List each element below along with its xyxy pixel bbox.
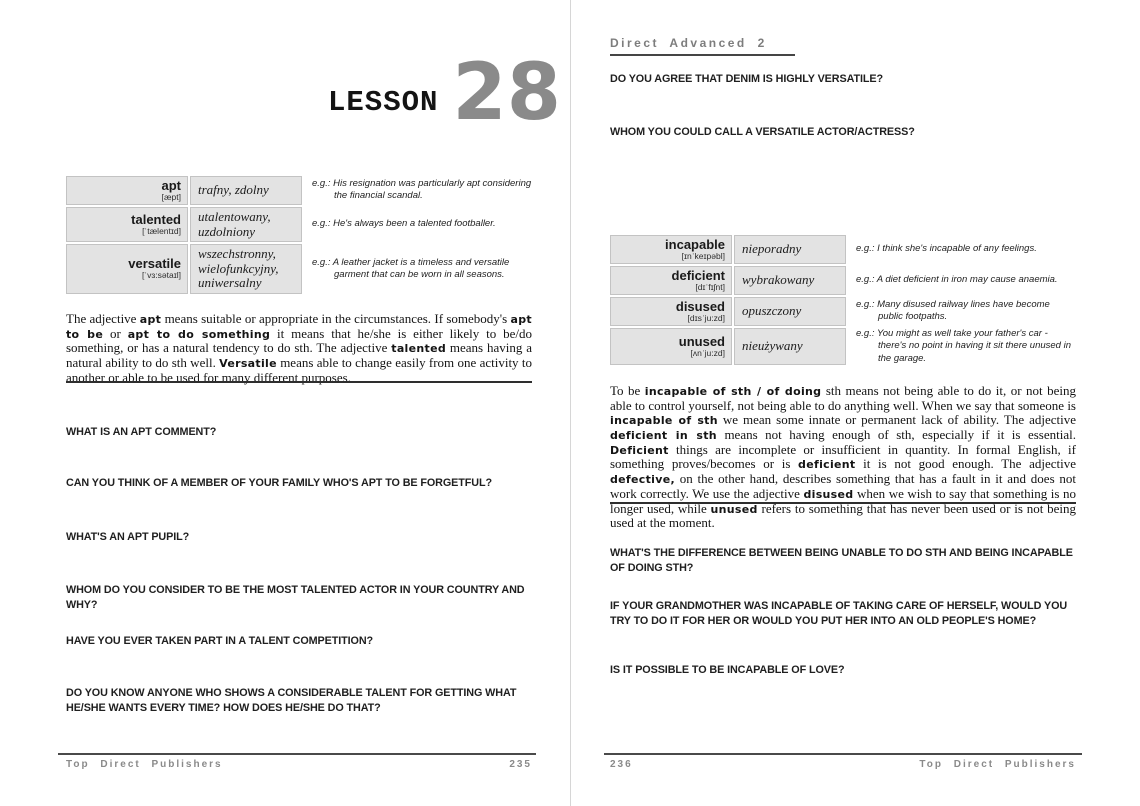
- vocab-word-cell: [610, 328, 732, 365]
- vocab-translation: opuszczony: [734, 297, 846, 326]
- question-item: DO YOU KNOW ANYONE WHO SHOWS A CONSIDERABLE TALENT FOR GETTING WHAT HE/SHE WANTS EVERY TIME? HOW DOES HE/SHE DO THAT?: [66, 687, 517, 714]
- page-number: 236: [610, 759, 633, 770]
- question-item: DO YOU AGREE THAT DENIM IS HIGHLY VERSATILE?: [610, 73, 883, 85]
- vocab-word: talented: [131, 212, 181, 228]
- vocab-row: [610, 266, 1076, 295]
- vocab-word-cell: [610, 266, 732, 295]
- question-item: HAVE YOU EVER TAKEN PART IN A TALENT COMPETITION?: [66, 635, 374, 647]
- question-item: IS IT POSSIBLE TO BE INCAPABLE OF LOVE?: [610, 664, 845, 676]
- lesson-number: 28: [452, 48, 561, 138]
- question-item: WHAT'S AN APT PUPIL?: [66, 531, 190, 543]
- publisher-name: Top Direct Publishers: [919, 759, 1076, 770]
- vocab-translation: wszechstronny, wielofunkcyjny, uniwersalny: [190, 244, 302, 294]
- vocab-example: e.g.: I think she's incapable of any feelings.: [846, 235, 1076, 264]
- vocab-word: disused: [675, 298, 725, 314]
- vocab-word: apt: [161, 178, 181, 193]
- vocab-ipa: [dɪsˈju:zd]: [687, 312, 725, 323]
- vocab-ipa: [ɪnˈkeɪpəbl]: [681, 250, 725, 261]
- lesson-label: LESSON: [328, 85, 439, 119]
- vocab-ipa: [ˈtælentɪd]: [142, 225, 181, 236]
- question-item: CAN YOU THINK OF A MEMBER OF YOUR FAMILY WHO'S APT TO BE FORGETFUL?: [66, 477, 492, 489]
- vocab-translation: trafny, zdolny: [190, 176, 302, 205]
- vocab-translation: nieużywany: [734, 328, 846, 365]
- vocab-translation: nieporadny: [734, 235, 846, 264]
- page-right: [570, 0, 1140, 806]
- page-number: 235: [509, 759, 532, 770]
- vocab-word-cell: [66, 244, 188, 294]
- vocab-example: e.g.: You might as well take your father's car - there's no point in having it sit there unused in the garage.: [846, 328, 1076, 365]
- vocab-example: e.g.: A leather jacket is a timeless and versatile garment that can be worn in all seasons.: [302, 244, 532, 294]
- vocab-ipa: [ʌnˈju:zd]: [690, 347, 725, 358]
- vocab-word: deficient: [671, 267, 725, 283]
- vocab-word-cell: [66, 207, 188, 242]
- vocab-ipa: [ˈvɜ:sətaɪl]: [141, 270, 181, 281]
- page-footer: [610, 759, 1076, 770]
- footer-rule: [604, 753, 1082, 755]
- vocab-row: [610, 235, 1076, 264]
- question-item: WHOM YOU COULD CALL A VERSATILE ACTOR/ACTRESS?: [610, 126, 915, 138]
- vocab-row: [610, 328, 1076, 365]
- footer-rule: [58, 753, 536, 755]
- vocab-row: [66, 244, 532, 294]
- lesson-title: [328, 48, 561, 138]
- vocab-example: e.g.: His resignation was particularly apt considering the financial scandal.: [302, 176, 532, 205]
- section-divider-rule: [66, 381, 532, 383]
- vocab-translation: utalentowany, uzdolniony: [190, 207, 302, 242]
- page-footer: [66, 759, 532, 770]
- explanation-paragraph: The adjective apt means suitable or appropriate in the circumstances. If somebody's apt to be or apt to do something it means that he/she is either likely to be/do something, or has a natural tendency to do sth. The adjective talented means having a natural ability to do sth well. Versatile means able to change easily from one activity to another or able to be used for many different purposes.: [66, 311, 532, 385]
- question-item: WHAT IS AN APT COMMENT?: [66, 426, 217, 438]
- vocab-ipa: [æpt]: [161, 191, 181, 202]
- page-header-title: Direct Advanced 2: [610, 36, 795, 56]
- vocab-table-right: [610, 235, 1076, 367]
- vocab-example: e.g.: A diet deficient in iron may cause anaemia.: [846, 266, 1076, 295]
- vocab-translation: wybrakowany: [734, 266, 846, 295]
- vocab-word: incapable: [665, 237, 725, 252]
- vocab-example: e.g.: Many disused railway lines have become public footpaths.: [846, 297, 1076, 326]
- vocab-table-left: [66, 176, 532, 296]
- vocab-word-cell: [610, 297, 732, 326]
- publisher-name: Top Direct Publishers: [66, 759, 223, 770]
- question-item: WHOM DO YOU CONSIDER TO BE THE MOST TALENTED ACTOR IN YOUR COUNTRY AND WHY?: [66, 584, 525, 611]
- vocab-row: [610, 297, 1076, 326]
- section-divider-rule: [610, 502, 1076, 504]
- explanation-paragraph: To be incapable of sth / of doing sth means not being able to do it, or not being able to control yourself, not being able to do anything well. When we say that someone is incapable of sth we mean some innate or permanent lack of ability. The adjective deficient in sth means not having enough of sth, especially if it is essential. Deficient things are incomplete or insufficient in quantity. In formal English, if something proves/becomes or is deficient it is not good enough. The adjective defective, on the other hand, describes something that has a fault in it and does not work correctly. We use the adjective disused when we wish to say that something is no longer used, while unused refers to something that has never been used or is not being used at the moment.: [610, 383, 1077, 531]
- vocab-word-cell: [66, 176, 188, 205]
- question-item: IF YOUR GRANDMOTHER WAS INCAPABLE OF TAKING CARE OF HERSELF, WOULD YOU TRY TO DO IT FOR HER OR WOULD YOU PUT HER INTO AN OLD PEOPLE'S HOME?: [610, 600, 1068, 627]
- vocab-row: [66, 207, 532, 242]
- vocab-example: e.g.: He's always been a talented footballer.: [302, 207, 532, 242]
- question-item: WHAT'S THE DIFFERENCE BETWEEN BEING UNABLE TO DO STH AND BEING INCAPABLE OF DOING STH?: [610, 547, 1073, 574]
- vocab-row: [66, 176, 532, 205]
- vocab-ipa: [dɪˈfɪʃnt]: [695, 281, 725, 292]
- vocab-word: unused: [678, 333, 725, 349]
- vocab-word-cell: [610, 235, 732, 264]
- vocab-word: versatile: [128, 256, 181, 272]
